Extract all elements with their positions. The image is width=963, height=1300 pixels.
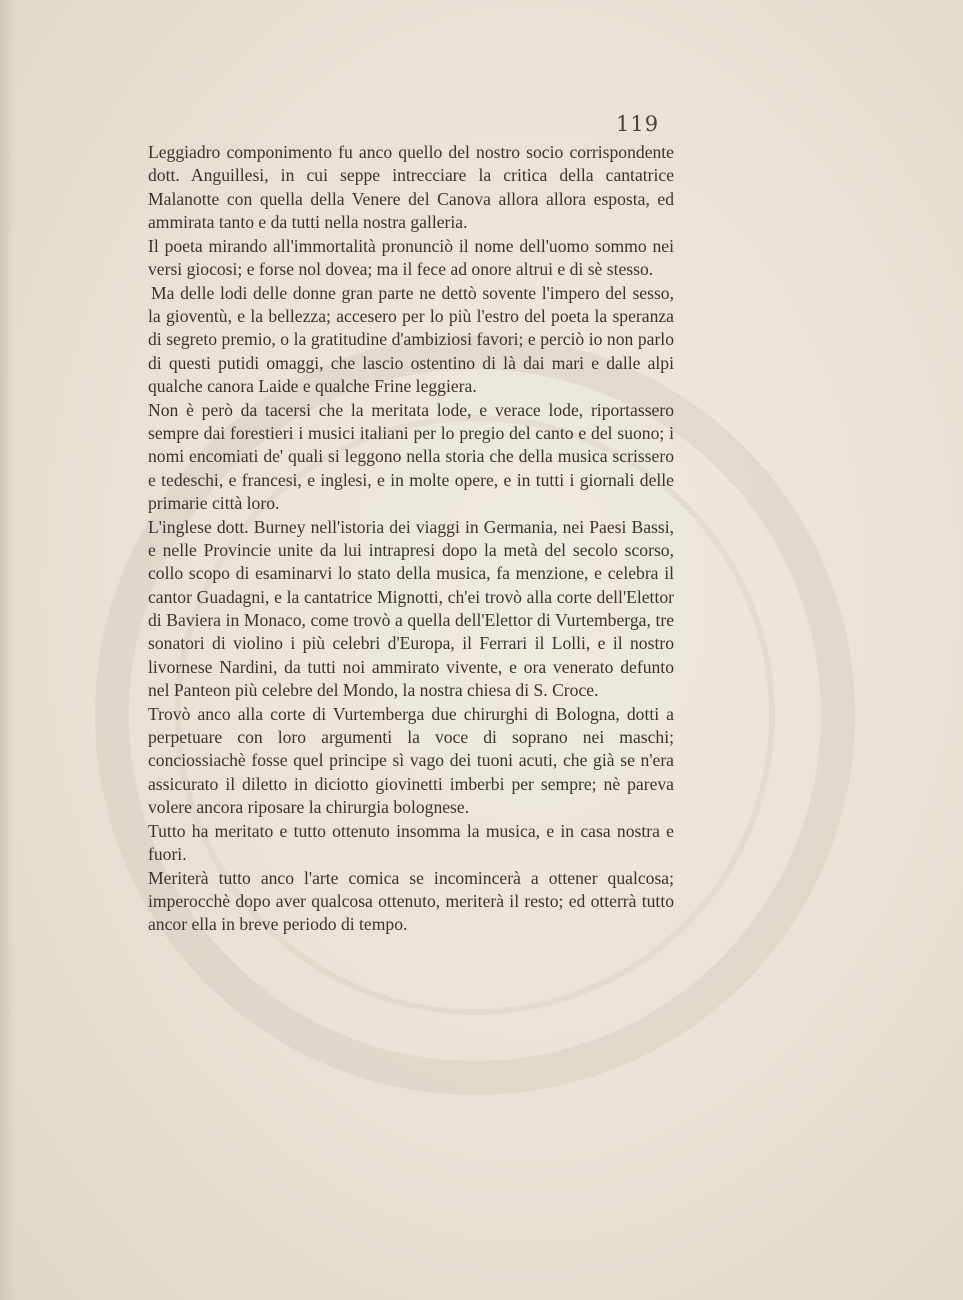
paragraph-5: L'inglese dott. Burney nell'istoria dei viaggi in Germania, nei Paesi Bassi, e nelle Provincie unite da lui intrapresi dopo la metà del secolo scorso, collo scopo di esaminarvi lo stato della musica, fa menzione, e celebra il cantor Guadagni, e la cantatrice Mignotti, ch'ei trovò alla corte dell'Elettor di Baviera in Monaco, come trovò a quella dell'Elettor di Vurtemberga, tre sonatori di violino i più celebri d'Europa, il Ferrari il Lolli, e il nostro livornese Nardini, da tutti noi ammirato vivente, e ora venerato defunto nel Panteon più celebre del Mondo, la nostra chiesa di S. Croce.	[148, 516, 674, 700]
paragraph-3: Ma delle lodi delle donne gran parte ne dettò sovente l'impero del sesso, la gioventù, e la bellezza; accesero per lo più l'estro del poeta la speranza di segreto premio, o la gratitudine d'ambiziosi favori; e perciò io non parlo di questi putidi omaggi, che lascio ostentino di là dai mari e dalle alpi qualche canora Laide e qualche Frine leggiera.	[148, 282, 674, 396]
paragraph-7: Tutto ha meritato e tutto ottenuto insomma la musica, e in casa nostra e fuori.	[148, 820, 674, 864]
paragraph-8: Meriterà tutto anco l'arte comica se incomincerà a ottener qualcosa; imperocchè dopo aver qualcosa ottenuto, meriterà il resto; ed otterrà tutto ancor ella in breve periodo di tempo.	[148, 867, 674, 935]
paragraph-2: Il poeta mirando all'immortalità pronunciò il nome dell'uomo sommo nei versi giocosi; e forse nol dovea; ma il fece ad onore altrui e di sè stesso.	[148, 235, 674, 279]
paragraph-6: Trovò anco alla corte di Vurtemberga due chirurghi di Bologna, dotti a perpetuare con loro argumenti la voce di soprano nei maschi; conciossiachè fosse quel principe sì vago dei tuoni acuti, che già se n'era assicurato il diletto in diciotto giovinetti imberbi per sempre; nè pareva volere ancora riposare la chirurgia bolognese.	[148, 703, 674, 817]
page-number: 119	[616, 112, 660, 136]
paragraph-4: Non è però da tacersi che la meritata lode, e verace lode, riportassero sempre dai forestieri i musici italiani per lo pregio del canto e del suono; i nomi encomiati de' quali si leggono nella storia che della musica scrissero e tedeschi, e francesi, e inglesi, e in molte opere, e in tutti i giornali delle primarie città loro.	[148, 399, 674, 513]
page-edge-shadow	[0, 0, 14, 1300]
body-text	[148, 141, 674, 937]
paragraph-1: Leggiadro componimento fu anco quello del nostro socio corrispondente dott. Anguillesi, in cui seppe intrecciare la critica della cantatrice Malanotte con quella della Venere del Canova allora allora esposta, ed ammirata tanto e da tutti nella nostra galleria.	[148, 142, 674, 232]
